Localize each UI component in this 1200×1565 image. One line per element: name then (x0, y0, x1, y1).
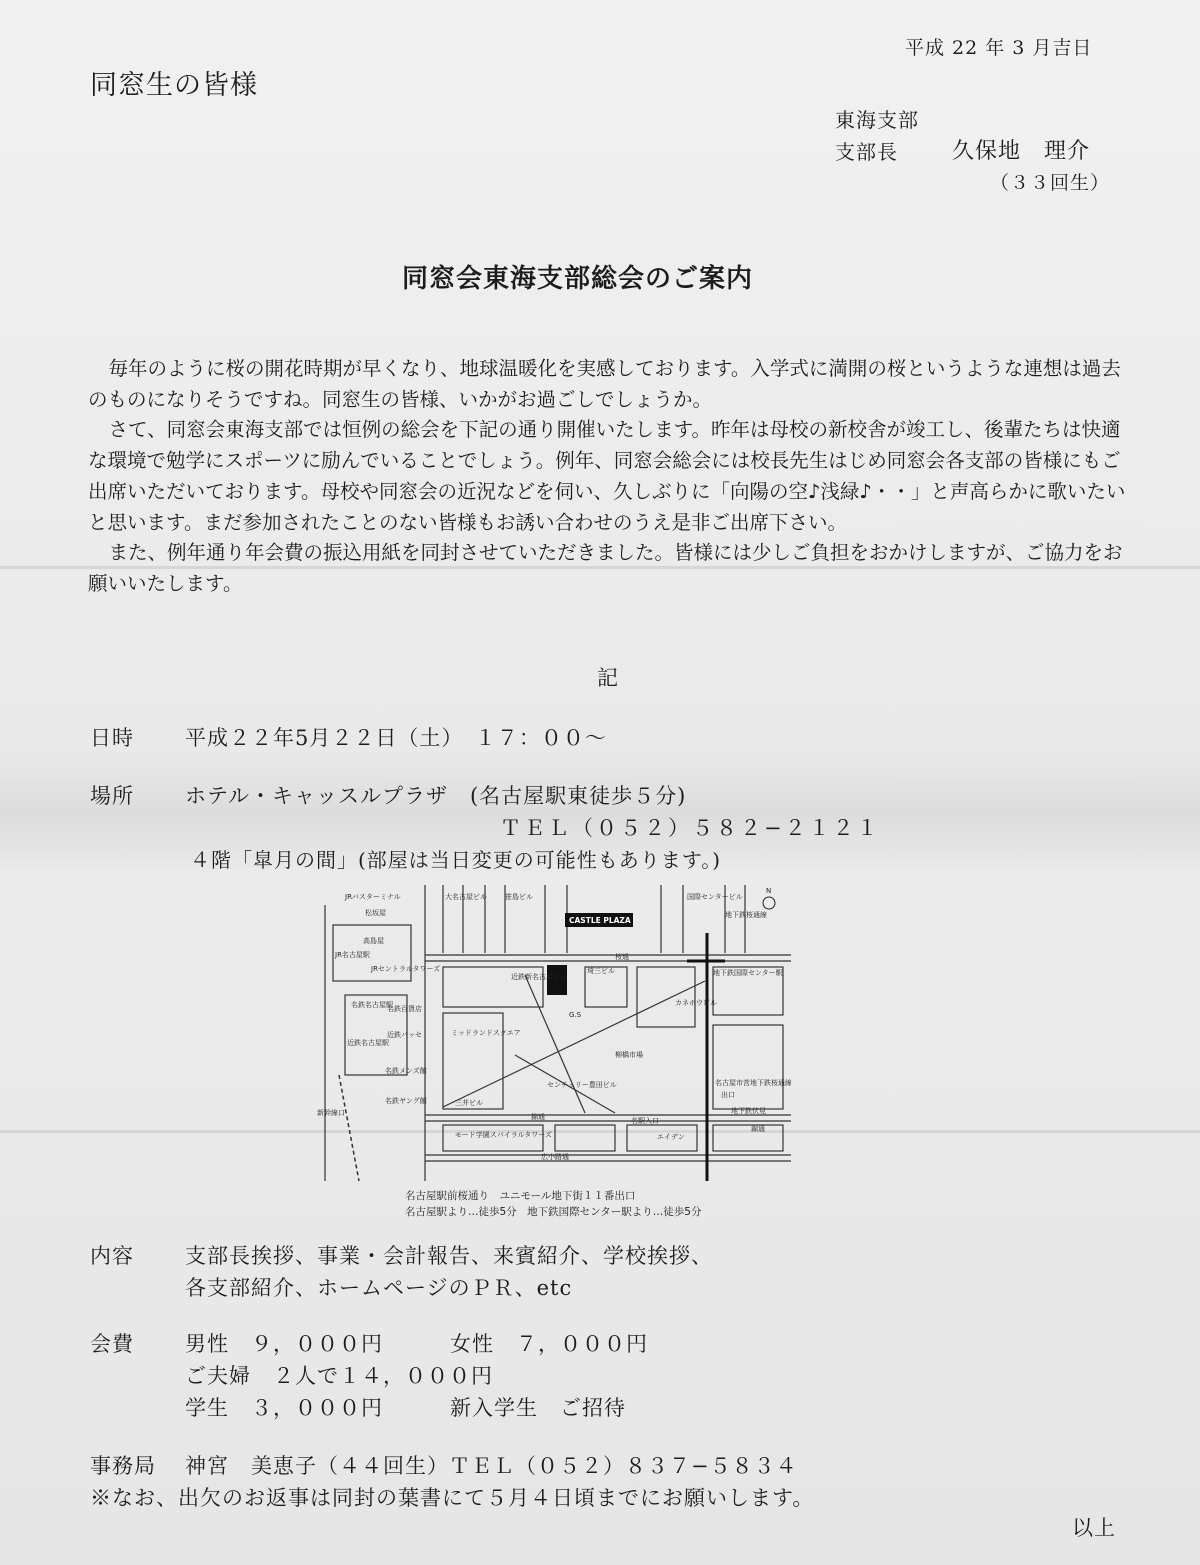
access-map-svg (315, 885, 791, 1183)
map-label: JRセントラルタワーズ (371, 965, 441, 973)
body-paragraph: 毎年のように桜の開花時期が早くなり、地球温暖化を実感しております。入学式に満開の桜というような連想は過去のものになりそうですね。同窓生の皆様、いかがお過ごしでしょうか。 (88, 357, 1121, 411)
body-paragraph: また、例年通り年会費の振込用紙を同封させていただきました。皆様には少しご負担をおかけしますが、ご協力をお願いいたします。 (88, 541, 1123, 595)
map-label: 近鉄新名古屋ビル (511, 973, 567, 981)
document-title: 同窓会東海支部総会のご案内 (402, 264, 754, 294)
map-label: 錦通 (751, 1125, 765, 1133)
fee-couple: ご夫婦 ２人で１４，０００円 (185, 1364, 493, 1388)
map-label: JR名古屋駅 (335, 951, 370, 959)
access-map (315, 885, 791, 1183)
map-label: 新幹線口 (317, 1109, 345, 1117)
map-label: 松坂屋 (365, 909, 386, 917)
map-label: 広小路通 (541, 1153, 569, 1161)
fee-student: 学生 ３，０００円 (185, 1396, 383, 1420)
fee-label: 会費 (90, 1332, 134, 1356)
map-label: 近鉄パッセ (387, 1031, 422, 1039)
sender-name: 久保地 理介 (952, 139, 1091, 164)
map-caption: 名古屋駅前桜通り ユニモール地下街１１番出口 (405, 1190, 636, 1202)
sender-class: （３３回生） (990, 172, 1111, 194)
north-label: N (766, 887, 772, 895)
letter-date: 平成 22 年 3 月吉日 (905, 37, 1093, 59)
map-label: ミッドランドスクエア (451, 1029, 521, 1037)
content-line: 支部長挨拶、事業・会計報告、来賓紹介、学校挨拶、 (185, 1244, 713, 1268)
addressee: 同窓生の皆様 (90, 70, 258, 101)
venue-room: ４階「皐月の間」(部屋は当日変更の可能性もあります。) (190, 848, 722, 872)
sender-role: 支部長 (835, 140, 898, 164)
venue-name: ホテル・キャッスルプラザ (名古屋駅東徒歩５分) (185, 784, 687, 808)
map-label: モード学園スパイラルタワーズ (455, 1131, 552, 1139)
map-label: 名鉄百貨店 (387, 1005, 422, 1013)
map-label: 桜通 (615, 953, 629, 961)
map-label: 三井ビル (455, 1099, 483, 1107)
fee-freshman: 新入学生 ご招待 (450, 1396, 626, 1420)
map-label: 柳橋市場 (615, 1051, 643, 1059)
body-paragraph: さて、同窓会東海支部では恒例の総会を下記の通り開催いたします。昨年は母校の新校舎が竣工し、後輩たちは快適な環境で勉学にスポーツに励んでいることでしょう。例年、同窓会総会には校長先生はじめ同窓会各支部の皆様にもご出席いただいております。母校や同窓会の近況などを伺い、久しぶりに「向陽の空♪浅緑♪・・」と声高らかに歌いたいと思います。まだ参加されたことのない皆様もお誘い合わせのうえ是非ご出席下さい。 (88, 418, 1126, 534)
map-label: JRバスターミナル (345, 893, 401, 901)
north-arrow-icon (763, 897, 775, 909)
ki-heading: 記 (597, 666, 619, 690)
railway-line (339, 1075, 359, 1181)
map-label: センチュリー豊田ビル (547, 1081, 617, 1089)
map-caption: 名古屋駅より…徒歩5分 地下鉄国際センター駅より…徒歩5分 (405, 1206, 702, 1218)
map-label: 大名古屋ビル (445, 893, 487, 901)
closing: 以上 (1072, 1516, 1116, 1540)
map-label: 名駅入口 (631, 1117, 659, 1125)
map-label: 出口 (721, 1091, 735, 1099)
map-label: 笹島ビル (505, 893, 533, 901)
fee-male: 男性 ９，０００円 (185, 1332, 383, 1356)
castle-plaza-label: CASTLE PLAZA (569, 916, 631, 925)
map-label: 名鉄名古屋駅 (351, 1001, 393, 1009)
venue-label: 場所 (90, 784, 134, 808)
map-label: 名鉄メンズ館 (385, 1067, 427, 1075)
map-label: 近鉄名古屋駅 (347, 1039, 389, 1047)
fee-female: 女性 ７，０００円 (450, 1332, 648, 1356)
map-label: 地下鉄桜通線 (725, 911, 767, 919)
content-label: 内容 (90, 1244, 134, 1268)
datetime-value: 平成２２年5月２２日（土） １７：００〜 (185, 726, 607, 750)
map-label: 国際センタービル (687, 893, 743, 901)
map-label: 地下鉄国際センター駅 (713, 969, 783, 977)
map-label: 名古屋市営地下鉄桜通線 (715, 1079, 791, 1087)
sender-branch: 東海支部 (835, 108, 919, 132)
venue-tel: ＴＥＬ（０５２）５８２−２１２１ (500, 816, 881, 840)
office-label: 事務局 (90, 1454, 156, 1478)
reply-note: ※なお、出欠のお返事は同封の葉書にて５月４日頃までにお願いします。 (90, 1486, 815, 1510)
map-label: カネボウビル (675, 999, 717, 1007)
map-label: G.S (569, 1011, 582, 1019)
map-label: 錦通 (531, 1113, 545, 1121)
map-label: エイデン (657, 1133, 685, 1141)
map-label: 地下鉄伏見 (731, 1107, 766, 1115)
map-label: 名鉄ヤング館 (385, 1097, 427, 1105)
datetime-label: 日時 (90, 726, 134, 750)
map-label: 埼三ビル (587, 967, 615, 975)
office-contact: 神宮 美恵子（４４回生）ＴＥＬ（０５２）８３７−５８３４ (185, 1454, 798, 1478)
letter-body (88, 354, 1128, 600)
map-label: 高島屋 (363, 937, 384, 945)
content-line: 各支部紹介、ホームページのＰＲ、etc (185, 1276, 573, 1300)
